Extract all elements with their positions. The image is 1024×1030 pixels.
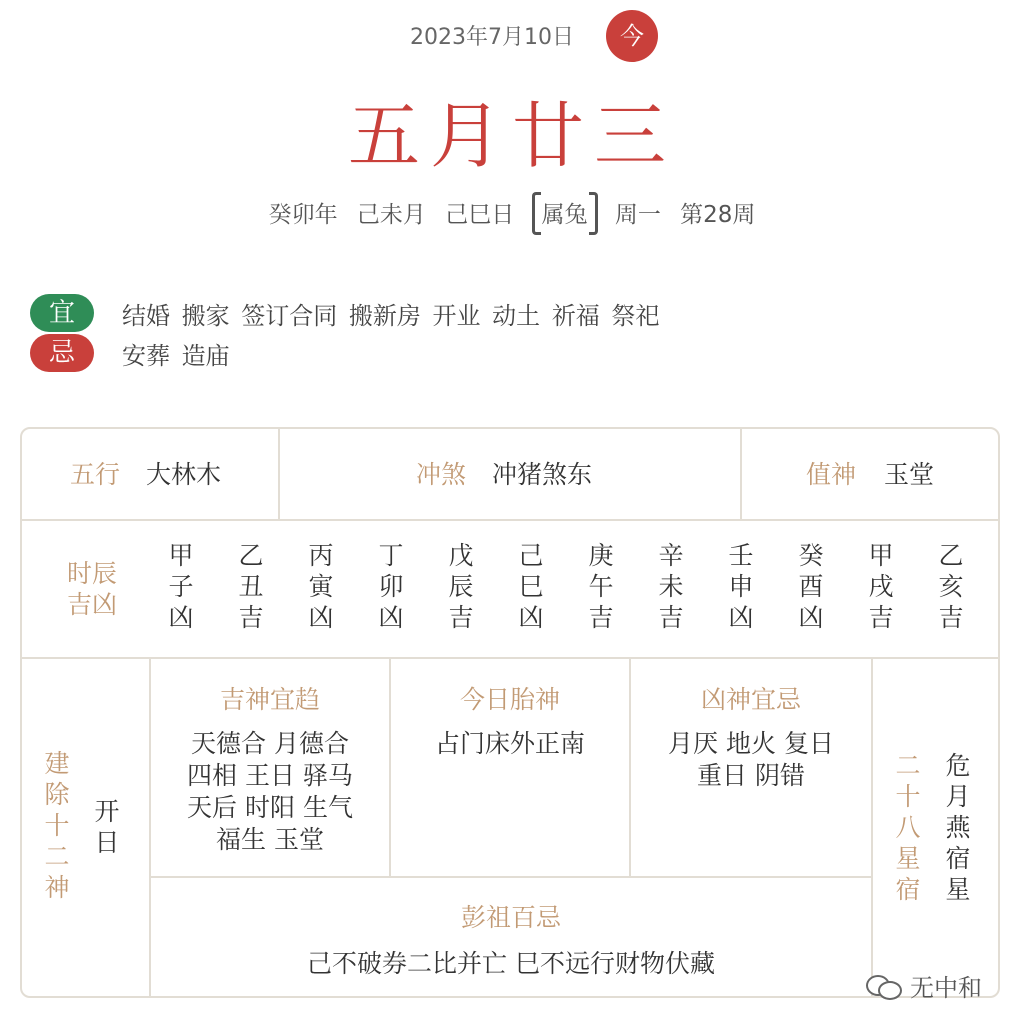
- zhishen-value: 玉堂: [883, 460, 934, 489]
- hour-luck: 凶: [378, 603, 404, 632]
- hour-luck: 凶: [518, 603, 544, 632]
- hour-stem: 丁: [378, 541, 404, 570]
- jianchu-value: [92, 796, 122, 858]
- hour-stem: 己: [518, 541, 544, 570]
- solar-date: 2023年7月10日: [410, 25, 574, 50]
- hour-stem: 戊: [448, 541, 474, 570]
- xingxiu-value-char: 星: [945, 875, 971, 904]
- hour-branch: 亥: [938, 572, 964, 601]
- pengzu-text: 己不破券二比并亡 巳不远行财物伏藏: [307, 949, 715, 978]
- hour-item: [721, 540, 761, 633]
- hour-item: [301, 540, 341, 633]
- yi-row: [30, 294, 659, 332]
- hour-item: [371, 540, 411, 633]
- chongsha-label: 冲煞: [416, 460, 467, 489]
- xingxiu-label-char: 星: [895, 844, 921, 873]
- jishen-title: 吉神宜趋: [219, 685, 320, 714]
- xingxiu-label-char: 宿: [895, 875, 921, 904]
- hour-luck: 吉: [868, 603, 894, 632]
- xingxiu-value-char: 危: [945, 751, 971, 780]
- hour-luck: 凶: [308, 603, 334, 632]
- jishen-line: 天德合 月德合: [191, 729, 349, 758]
- chongsha-value: 冲猪煞东: [491, 460, 592, 489]
- hour-branch: 卯: [378, 572, 404, 601]
- xingxiu-label-char: 八: [895, 813, 921, 842]
- jianchu-label-char: 二: [44, 842, 70, 871]
- wechat-icon: [866, 973, 902, 999]
- divider: [21, 657, 1000, 659]
- xiongshen-body: [630, 728, 872, 792]
- hour-branch: 辰: [448, 572, 474, 601]
- hour-item: [441, 540, 481, 633]
- hour-branch: 巳: [518, 572, 544, 601]
- hour-item: [651, 540, 691, 633]
- ji-badge: 忌: [30, 334, 94, 372]
- hour-stem: 乙: [938, 541, 964, 570]
- ji-items: 安葬 造庙: [122, 341, 230, 370]
- xingxiu-value: [943, 750, 973, 905]
- watermark: [866, 968, 982, 1003]
- zodiac-badge: 属兔: [534, 196, 596, 229]
- hours-label-line: 吉凶: [66, 590, 117, 619]
- divider: [21, 519, 1000, 521]
- taishen-section: [390, 680, 630, 760]
- day-ganzhi: 己巳日: [445, 202, 515, 228]
- xingxiu-value-char: 燕: [945, 813, 971, 842]
- chongsha-cell: [416, 455, 592, 491]
- hour-stem: 辛: [658, 541, 684, 570]
- xiongshen-line: 月厌 地火 复日: [668, 729, 834, 758]
- hour-stem: 丙: [308, 541, 334, 570]
- xiongshen-title: 凶神宜忌: [700, 685, 801, 714]
- yi-badge: 宜: [30, 294, 94, 332]
- taishen-body: [390, 728, 630, 760]
- hour-branch: 午: [588, 572, 614, 601]
- watermark-text: 无中和: [910, 974, 982, 1002]
- hour-branch: 申: [728, 572, 754, 601]
- jishen-line: 四相 王日 驿马: [187, 761, 353, 790]
- xiongshen-line: 重日 阴错: [697, 761, 805, 790]
- hour-branch: 寅: [308, 572, 334, 601]
- hour-item: [931, 540, 971, 633]
- jishen-line: 天后 时阳 生气: [187, 793, 353, 822]
- hour-luck: 凶: [798, 603, 824, 632]
- hour-stem: 壬: [728, 541, 754, 570]
- xingxiu-label-char: 二: [895, 751, 921, 780]
- hour-luck: 吉: [938, 603, 964, 632]
- hour-luck: 吉: [658, 603, 684, 632]
- hours-label: [62, 558, 122, 620]
- hour-branch: 丑: [238, 572, 264, 601]
- year-ganzhi: 癸卯年: [268, 202, 338, 228]
- ji-row: [30, 334, 230, 372]
- taishen-line: 占门床外正南: [434, 729, 585, 758]
- hour-item: [581, 540, 621, 633]
- hour-item: [511, 540, 551, 633]
- zhishen-cell: [806, 455, 934, 491]
- xingxiu-value-char: 宿: [945, 844, 971, 873]
- hour-luck: 吉: [588, 603, 614, 632]
- hour-stem: 癸: [798, 541, 824, 570]
- month-ganzhi: 己未月: [356, 202, 426, 228]
- jishen-section: [150, 680, 390, 856]
- hour-stem: 甲: [868, 541, 894, 570]
- jianchu-value-char: 日: [94, 828, 120, 857]
- pengzu-section: [150, 898, 872, 980]
- hour-luck: 吉: [238, 603, 264, 632]
- week-number: 第28周: [680, 202, 756, 228]
- wuxing-value: 大林木: [145, 460, 221, 489]
- hour-item: [231, 540, 271, 633]
- jianchu-label-char: 十: [44, 811, 70, 840]
- hour-branch: 子: [168, 572, 194, 601]
- pengzu-title: 彭祖百忌: [460, 903, 561, 932]
- jianchu-label-char: 建: [44, 749, 70, 778]
- xiongshen-section: [630, 680, 872, 792]
- weekday: 周一: [614, 202, 661, 228]
- jishen-line: 福生 玉堂: [216, 825, 324, 854]
- hour-stem: 甲: [168, 541, 194, 570]
- hours-label-line: 时辰: [66, 559, 117, 588]
- hour-branch: 戌: [868, 572, 894, 601]
- jianchu-label-char: 除: [44, 780, 70, 809]
- hour-stem: 庚: [588, 541, 614, 570]
- hour-luck: 吉: [448, 603, 474, 632]
- jianchu-label-char: 神: [44, 873, 70, 902]
- hour-branch: 酉: [798, 572, 824, 601]
- jishen-body: [150, 728, 390, 856]
- hour-item: [161, 540, 201, 633]
- divider: [278, 428, 280, 519]
- taishen-title: 今日胎神: [459, 685, 560, 714]
- hour-item: [791, 540, 831, 633]
- hour-stem: 乙: [238, 541, 264, 570]
- xingxiu-label-char: 十: [895, 782, 921, 811]
- jianchu-label: [42, 748, 72, 903]
- xingxiu-value-char: 月: [945, 782, 971, 811]
- jianchu-value-char: 开: [94, 797, 120, 826]
- lunar-date: 五月廿三: [347, 94, 676, 178]
- hour-luck: 凶: [168, 603, 194, 632]
- hour-luck: 凶: [728, 603, 754, 632]
- today-button[interactable]: 今: [606, 10, 658, 62]
- yi-items: 结婚 搬家 签订合同 搬新房 开业 动土 祈福 祭祀: [122, 301, 660, 330]
- divider: [150, 876, 872, 878]
- divider: [740, 428, 742, 519]
- xingxiu-label: [893, 750, 923, 905]
- ganzhi-line: [0, 196, 1024, 229]
- wuxing-cell: [70, 455, 221, 491]
- zhishen-label: 值神: [806, 460, 857, 489]
- hour-branch: 未: [658, 572, 684, 601]
- hour-item: [861, 540, 901, 633]
- wuxing-label: 五行: [70, 460, 121, 489]
